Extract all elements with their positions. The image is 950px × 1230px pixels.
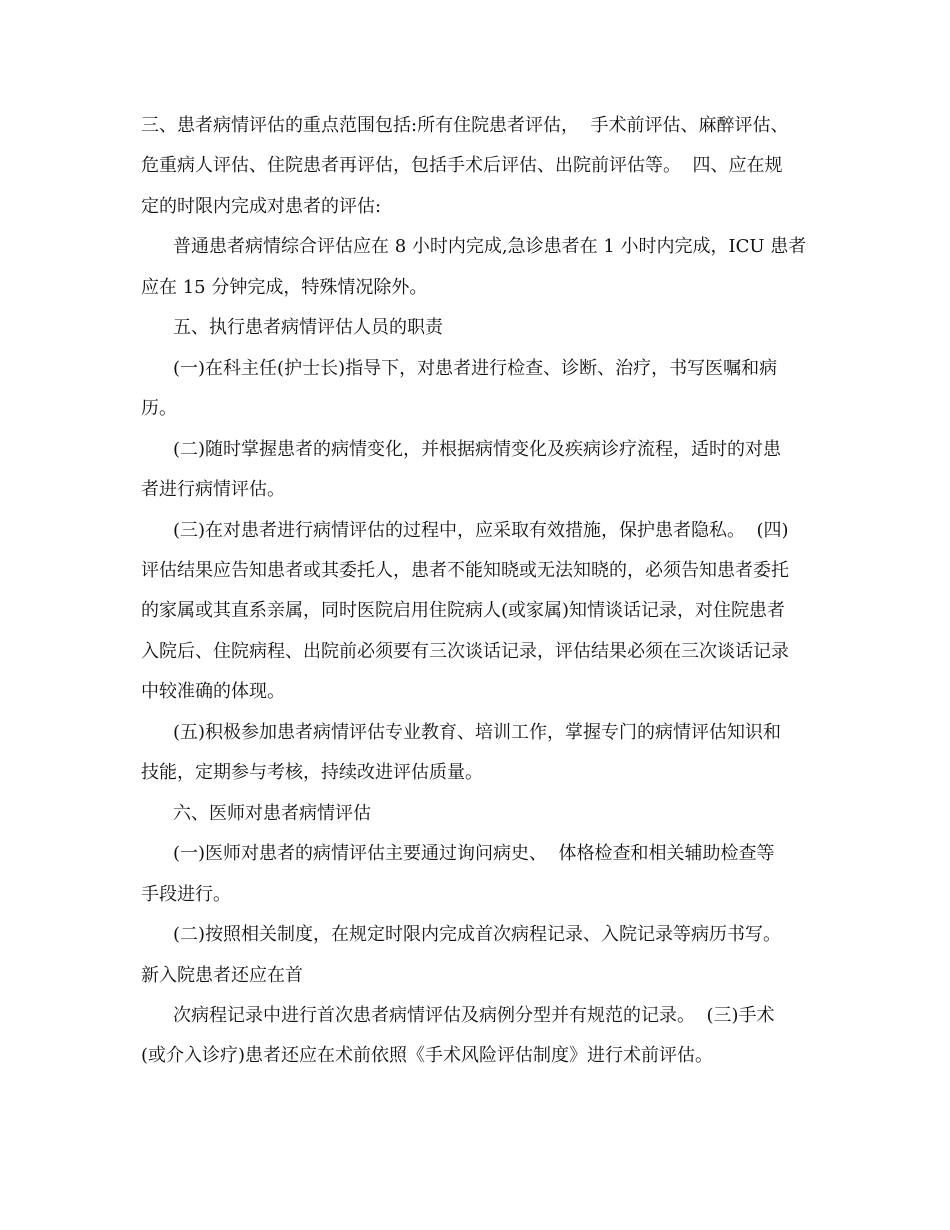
text-line: 技能，定期参与考核，持续改进评估质量。 <box>141 762 483 783</box>
text-line: (五)积极参加患者病情评估专业教育、培训工作，掌握专门的病情评估知识和 <box>173 722 782 743</box>
text-line: 中较准确的体现。 <box>141 681 285 702</box>
text-line: 三、患者病情评估的重点范围包括:所有住院患者评估， 手术前评估、麻醉评估、 <box>141 115 789 136</box>
text-line: (一)医师对患者的病情评估主要通过询问病史、 体格检查和相关辅助检查等 <box>173 843 775 864</box>
text-line: 危重病人评估、住院患者再评估，包括手术后评估、出院前评估等。 四、应在规 <box>141 155 783 176</box>
text-line: 新入院患者还应在首 <box>141 965 303 986</box>
section-heading: 五、执行患者病情评估人员的职责 <box>173 317 443 338</box>
text-line: (或介入诊疗)患者还应在术前依照《手术风险评估制度》进行术前评估。 <box>141 1045 714 1066</box>
text-line: (二)随时掌握患者的病情变化，并根据病情变化及疾病诊疗流程，适时的对患 <box>173 439 782 460</box>
text-line: 的家属或其直系亲属，同时医院启用住院病人(或家属)知情谈话记录，对住院患者 <box>141 600 786 621</box>
text-line: (三)在对患者进行病情评估的过程中，应采取有效措施，保护患者隐私。 (四) <box>173 520 789 541</box>
text-line: 应在 15 分钟完成，特殊情况除外。 <box>141 277 428 298</box>
text-line: 入院后、住院病程、出院前必须要有三次谈话记录，评估结果必须在三次谈话记录 <box>141 641 789 662</box>
text-line: 历。 <box>141 398 177 419</box>
text-line: 次病程记录中进行首次患者病情评估及病例分型并有规范的记录。 (三)手术 <box>173 1005 775 1026</box>
text-line: 手段进行。 <box>141 884 231 905</box>
text-line: 者进行病情评估。 <box>141 479 285 500</box>
text-line: 定的时限内完成对患者的评估: <box>141 196 382 217</box>
text-line: 普通患者病情综合评估应在 8 小时内完成,急诊患者在 1 小时内完成，ICU 患者 <box>173 236 807 257</box>
text-line: (一)在科主任(护士长)指导下，对患者进行检查、诊断、治疗，书写医嘱和病 <box>173 358 778 379</box>
section-heading: 六、医师对患者病情评估 <box>173 803 371 824</box>
text-line: (二)按照相关制度，在规定时限内完成首次病程记录、入院记录等病历书写。 <box>173 924 782 945</box>
text-line: 评估结果应告知患者或其委托人，患者不能知晓或无法知晓的，必须告知患者委托 <box>141 560 789 581</box>
